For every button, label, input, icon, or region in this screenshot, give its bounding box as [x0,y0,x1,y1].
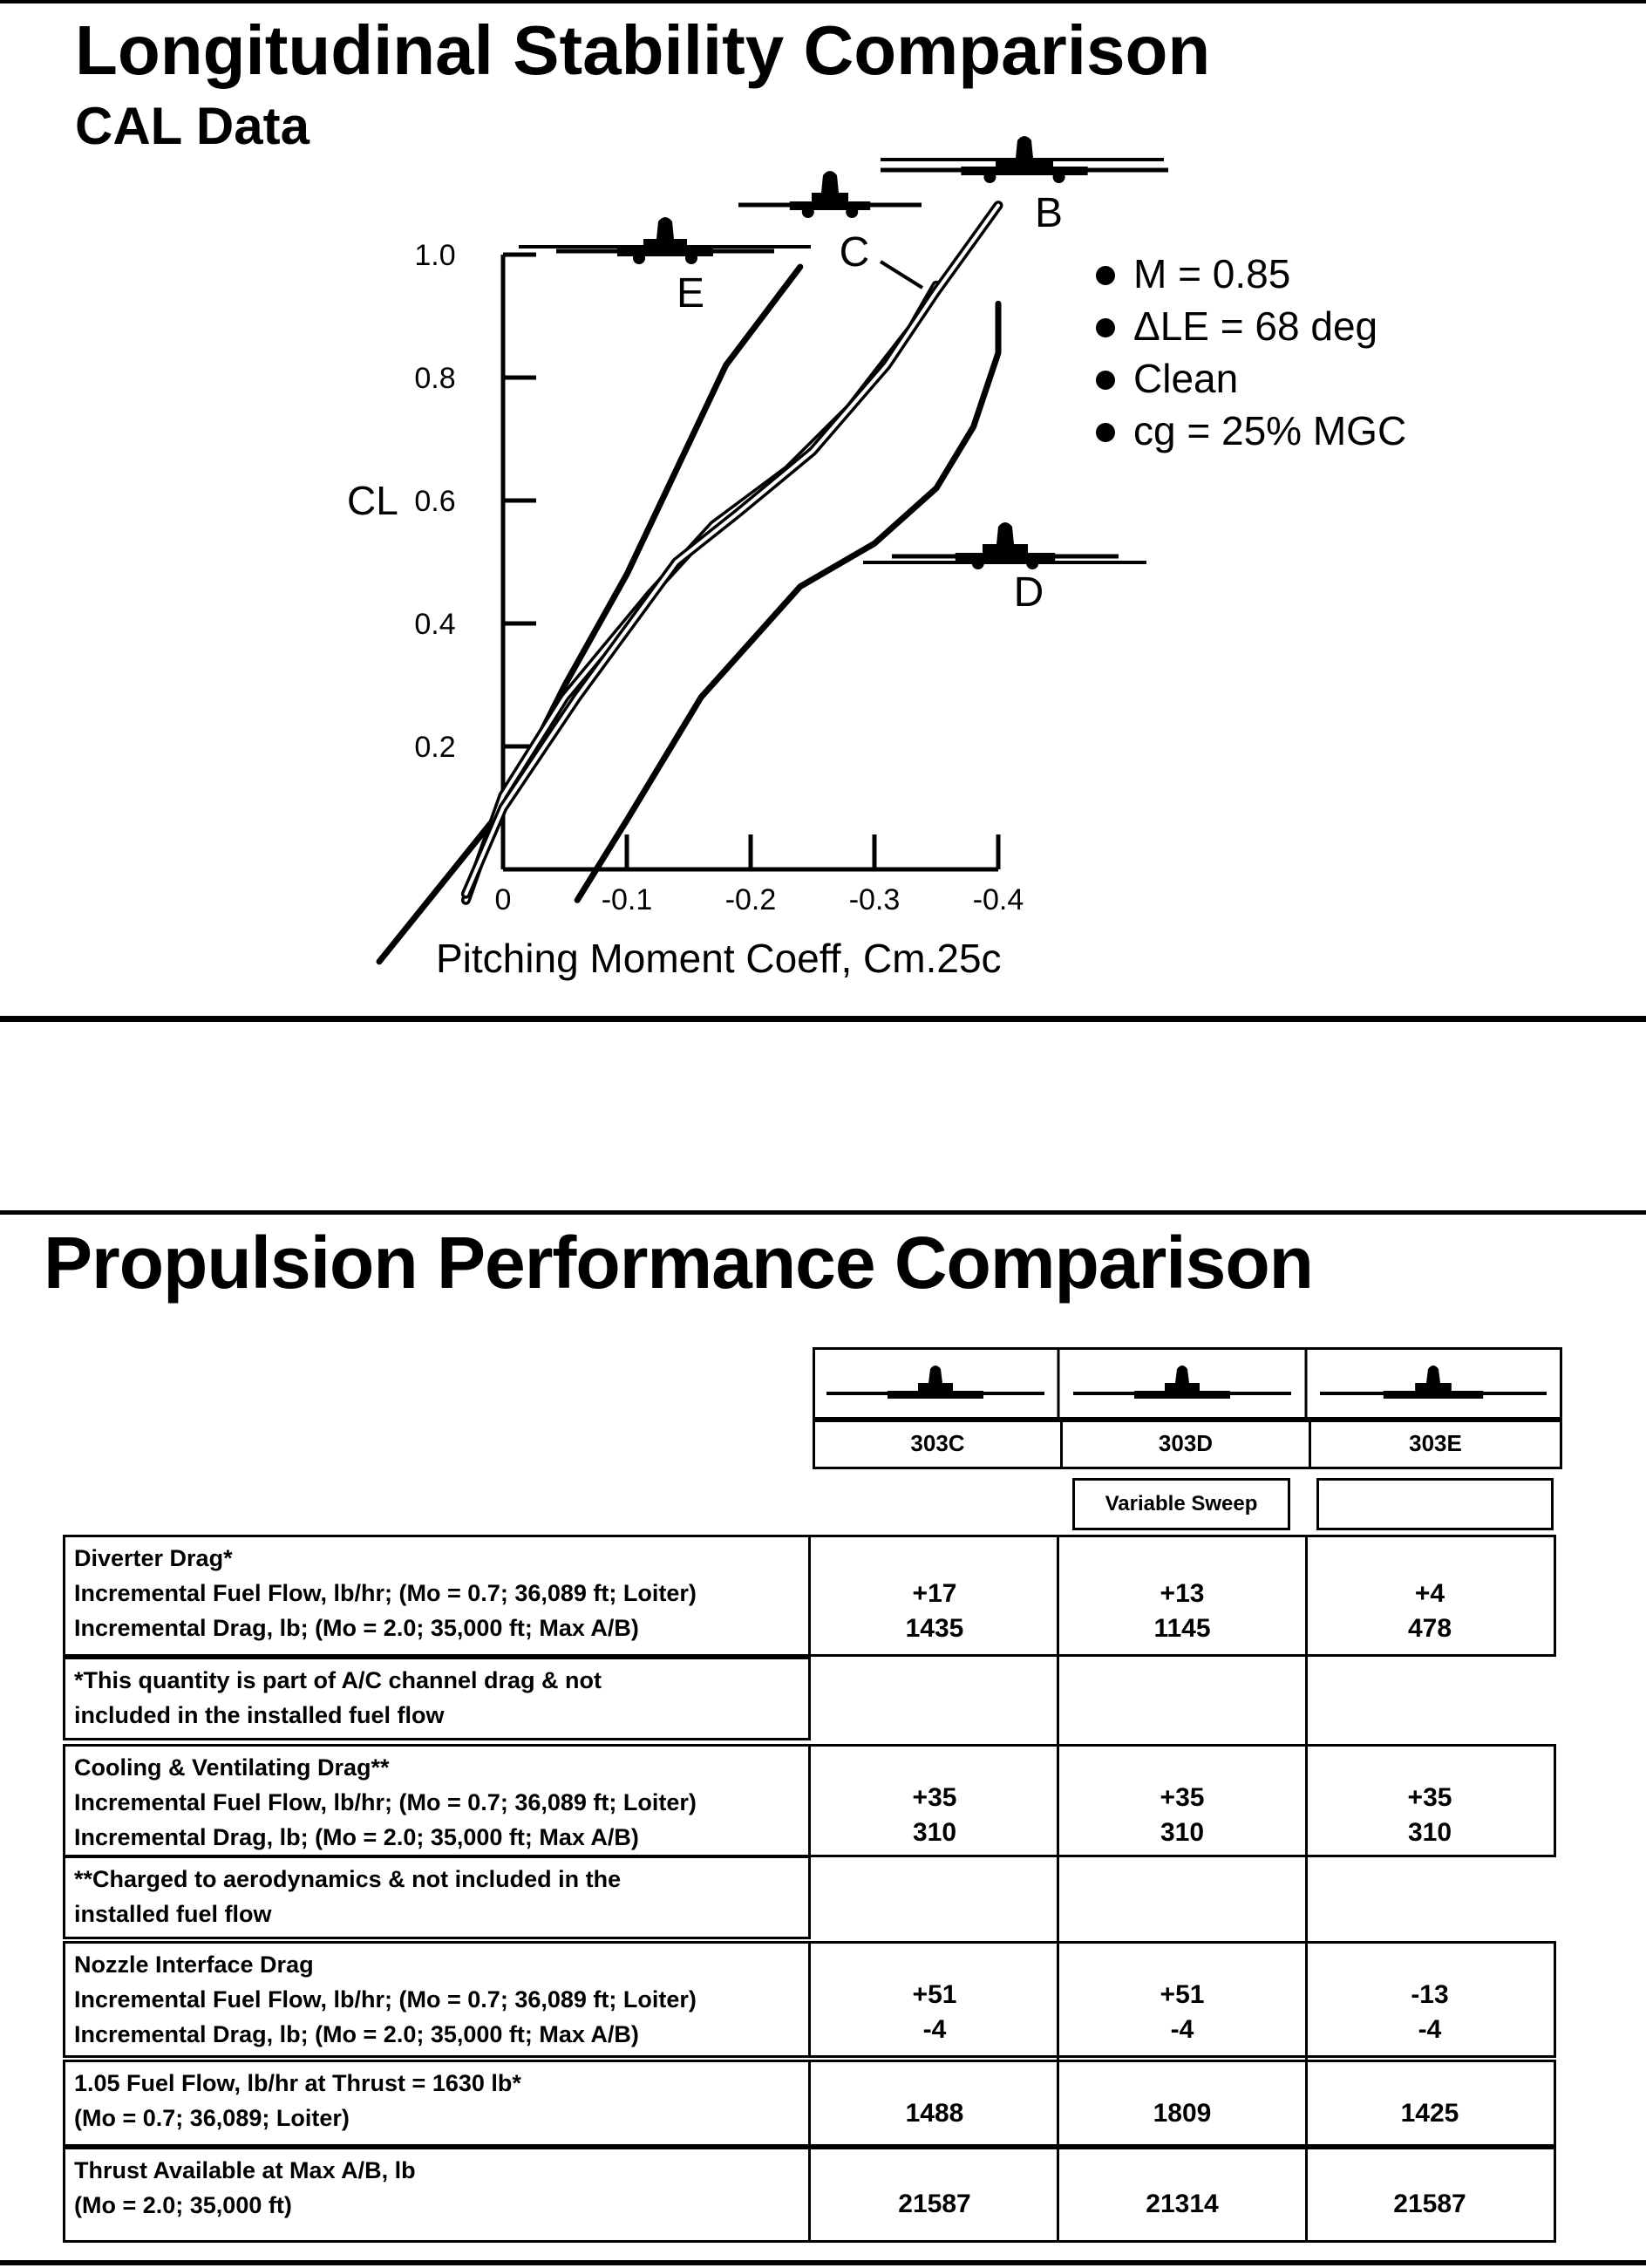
value-cell: -13 [1411,1980,1449,2009]
row-line: Incremental Fuel Flow, lb/hr; (Mo = 0.7; 36,089 ft; Loiter) [74,1986,697,2013]
aircraft-303e-icon [1320,1366,1547,1399]
stability-title: Longitudinal Stability Comparison [75,11,1211,89]
aircraft-label-c: C [839,229,870,276]
stability-subtitle: CAL Data [75,97,309,155]
legend-bullet [1096,318,1115,337]
legend-bullet [1096,423,1115,442]
series-line-c [466,285,936,900]
value-cell: +35 [1160,1783,1205,1812]
propulsion-title: Propulsion Performance Comparison [44,1222,1313,1304]
aircraft-label-d: D [1013,569,1044,616]
value-cell: +51 [912,1980,957,2009]
x-tick-label: -0.1 [601,883,653,916]
bottom-border [0,2260,1646,2265]
value-cell: -4 [1418,2015,1442,2044]
aircraft-c-icon [738,171,922,218]
value-cell: 21314 [1146,2190,1219,2218]
cooling-drag-footnote: **Charged to aerodynamics & not included in the installed fuel flow [63,1856,811,1939]
row-line: Incremental Fuel Flow, lb/hr; (Mo = 0.7; 36,089 ft; Loiter) [74,1789,697,1815]
value-cell: 21587 [1393,2190,1466,2218]
value-cell: 310 [1407,1818,1452,1847]
x-axis-label: Pitching Moment Coeff, Cm.25c [436,936,1002,981]
pointer-arrow-c [881,262,922,288]
legend-bullet [1096,266,1115,285]
value-cell: 1425 [1400,2099,1459,2128]
row-heading: Diverter Drag* [74,1545,233,1571]
row-line: (Mo = 0.7; 36,089; Loiter) [74,2105,350,2131]
row-heading: Thrust Available at Max A/B, lb [74,2157,416,2183]
value-cell: 1488 [905,2099,964,2128]
diverter-drag-footnote: *This quantity is part of A/C channel drag & not included in the installed fuel flow [63,1657,811,1740]
value-cell: 1145 [1153,1614,1211,1643]
stability-chart [0,0,1646,1016]
column-silhouettes [813,1350,1562,1420]
y-tick-label: 0.2 [414,731,456,764]
value-cell: +35 [912,1783,957,1812]
aircraft-planforms [519,136,1168,569]
value-cell: -4 [922,2015,947,2044]
column-header-303d: 303D [1060,1417,1311,1469]
row-heading: 1.05 Fuel Flow, lb/hr at Thrust = 1630 lb* [74,2070,521,2096]
y-axis-label: CL [347,478,398,523]
value-cell: 1809 [1153,2099,1212,2128]
legend-item: cg = 25% MGC [1133,408,1407,453]
legend-item: Clean [1133,356,1239,401]
x-tick-label: -0.2 [724,883,777,916]
legend-bullet [1096,371,1115,390]
x-tick-label: -0.4 [972,883,1024,916]
aircraft-303c-icon [826,1366,1044,1399]
value-cell: 310 [1160,1818,1205,1847]
value-cell: 310 [912,1818,957,1847]
chart-series [379,206,998,962]
value-cell: -4 [1170,2015,1194,2044]
row-heading: Cooling & Ventilating Drag** [74,1754,390,1781]
row-line: Incremental Drag, lb; (Mo = 2.0; 35,000 ft; Max A/B) [74,2021,639,2047]
value-cell: 478 [1407,1614,1452,1643]
row-line: (Mo = 2.0; 35,000 ft) [74,2192,292,2218]
y-tick-label: 0.4 [414,608,456,641]
aircraft-e-icon [556,217,774,264]
aircraft-label-e: E [676,270,705,317]
x-tick-label: -0.3 [848,883,901,916]
y-tick-label: 1.0 [414,239,456,272]
column-divider [1057,1535,1059,2243]
column-header-303c: 303C [813,1417,1063,1469]
section-divider-top [0,1016,1646,1022]
value-cell: +17 [912,1579,957,1608]
column-header-303e: 303E [1309,1417,1562,1469]
y-tick-label: 0.6 [414,485,456,518]
row-line: Incremental Fuel Flow, lb/hr; (Mo = 0.7; 36,089 ft; Loiter) [74,1580,697,1606]
legend-item: ΔLE = 68 deg [1133,303,1378,349]
value-cell: +13 [1160,1579,1205,1608]
value-cell: +35 [1407,1783,1452,1812]
value-cell: +4 [1414,1579,1445,1608]
y-tick-label: 0.8 [414,362,456,395]
aircraft-label-b: B [1034,190,1064,236]
value-cell: 1435 [905,1614,964,1643]
value-cell: +51 [1160,1980,1205,2009]
row-heading: Nozzle Interface Drag [74,1951,314,1978]
section-divider-bottom [0,1210,1646,1215]
series-line-inner-c [466,285,936,900]
x-tick-label: 0 [494,883,512,916]
aircraft-303d-icon [1073,1366,1291,1399]
row-line: Incremental Drag, lb; (Mo = 2.0; 35,000 ft; Max A/B) [74,1615,639,1641]
empty-note-cell [1316,1478,1554,1530]
row-line: Incremental Drag, lb; (Mo = 2.0; 35,000 ft; Max A/B) [74,1824,639,1850]
variable-sweep-label: Variable Sweep [1072,1478,1290,1530]
value-cell: 21587 [898,2190,971,2218]
legend-item: M = 0.85 [1133,251,1291,296]
